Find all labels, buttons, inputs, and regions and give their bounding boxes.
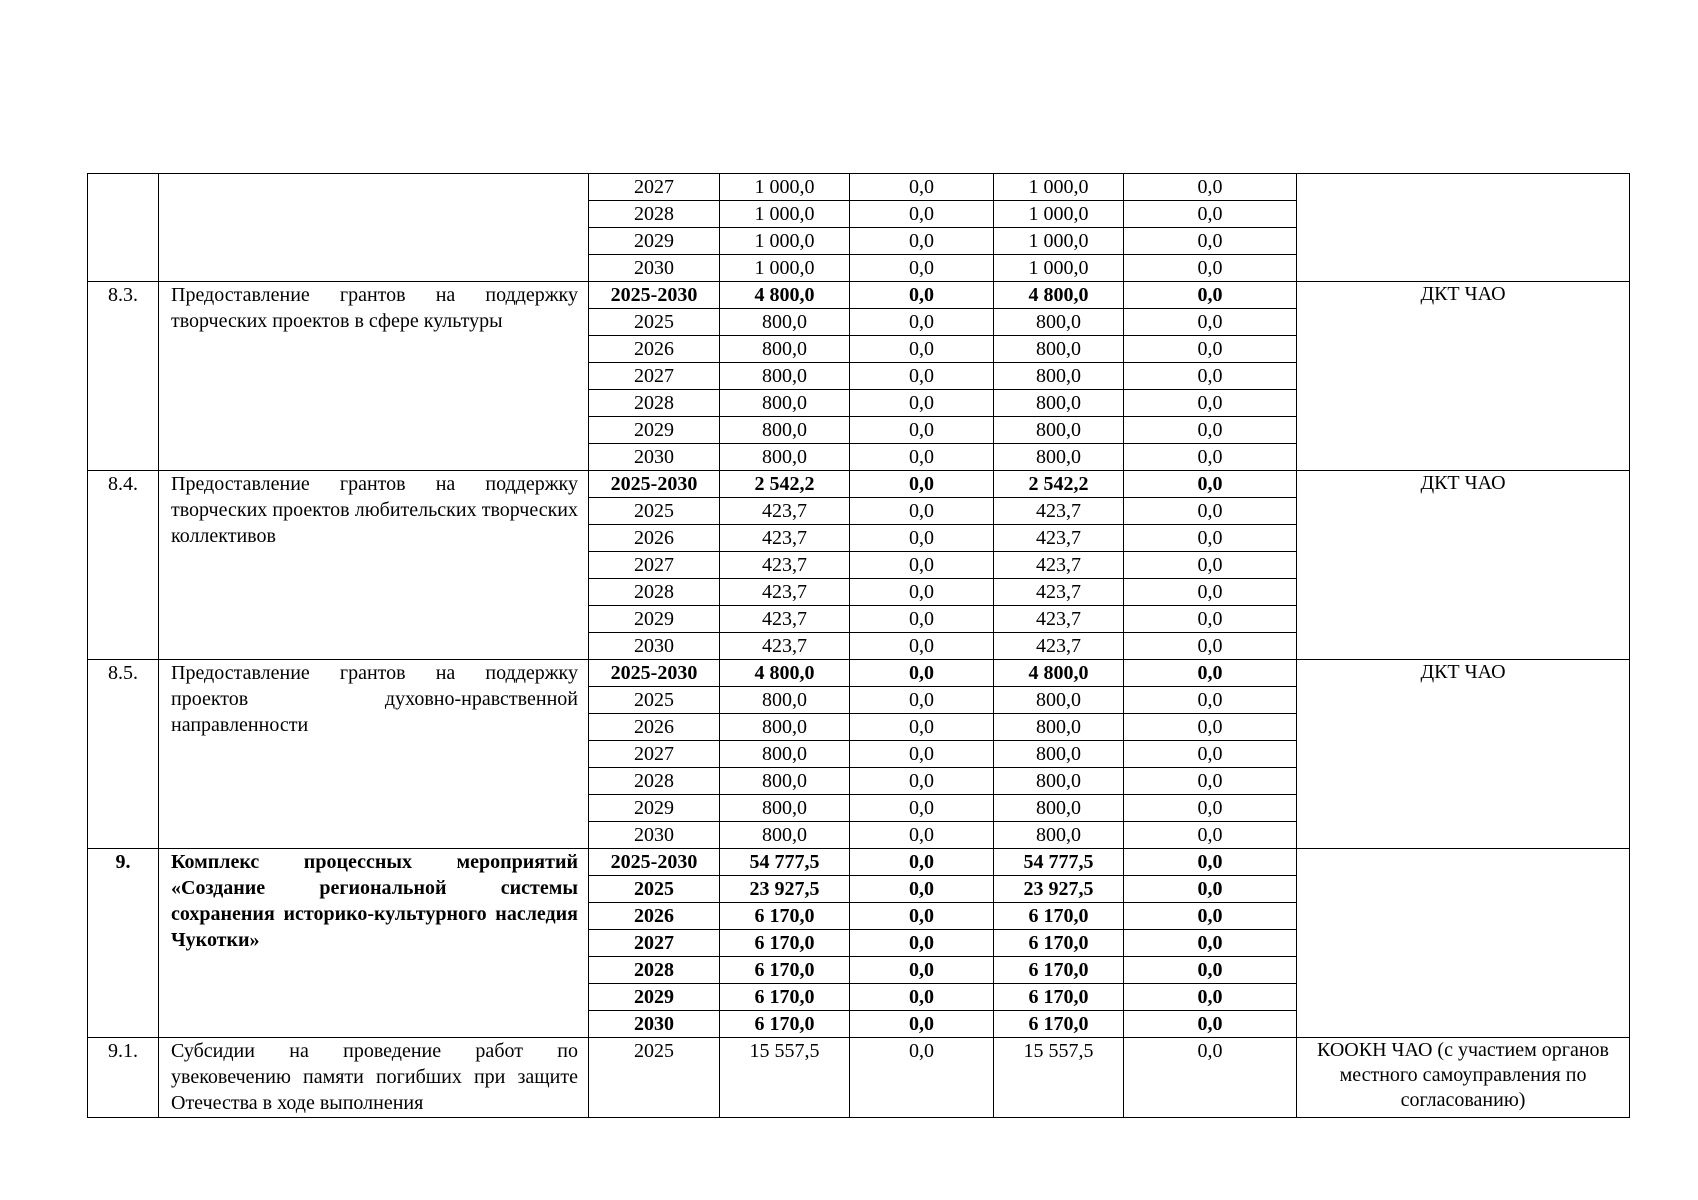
year-cell: 2026 — [589, 525, 720, 552]
amount-cell: 0,0 — [850, 660, 994, 687]
amount-cell: 800,0 — [720, 309, 850, 336]
item-number-cell: 9.1. — [88, 1038, 159, 1118]
amount-cell: 800,0 — [720, 390, 850, 417]
year-cell: 2029 — [589, 795, 720, 822]
amount-cell: 6 170,0 — [994, 1011, 1124, 1038]
amount-cell: 0,0 — [1124, 255, 1297, 282]
amount-cell: 0,0 — [850, 390, 994, 417]
amount-cell: 4 800,0 — [994, 282, 1124, 309]
amount-cell: 6 170,0 — [994, 984, 1124, 1011]
executor-cell: ДКТ ЧАО — [1297, 282, 1630, 471]
amount-cell: 800,0 — [994, 417, 1124, 444]
table-row — [88, 1038, 1630, 1118]
year-cell: 2030 — [589, 444, 720, 471]
amount-cell: 0,0 — [1124, 282, 1297, 309]
amount-cell: 0,0 — [1124, 525, 1297, 552]
amount-cell: 800,0 — [720, 768, 850, 795]
amount-cell: 800,0 — [720, 336, 850, 363]
table-row-total — [88, 471, 1630, 498]
year-cell: 2027 — [589, 930, 720, 957]
amount-cell: 6 170,0 — [720, 957, 850, 984]
amount-cell: 800,0 — [994, 741, 1124, 768]
amount-cell: 0,0 — [850, 903, 994, 930]
amount-cell: 0,0 — [1124, 552, 1297, 579]
amount-cell: 0,0 — [850, 552, 994, 579]
item-number-cell: 8.3. — [88, 282, 159, 471]
amount-cell: 0,0 — [1124, 498, 1297, 525]
item-description-cell: Комплекс процессных мероприятий «Создание региональной системы сохранения историко-культурного наследия Чукотки» — [159, 849, 589, 1038]
year-cell: 2025-2030 — [589, 471, 720, 498]
amount-cell: 0,0 — [1124, 471, 1297, 498]
year-cell: 2029 — [589, 984, 720, 1011]
year-cell: 2030 — [589, 1011, 720, 1038]
amount-cell: 0,0 — [850, 633, 994, 660]
amount-cell: 6 170,0 — [994, 957, 1124, 984]
amount-cell: 423,7 — [720, 606, 850, 633]
year-cell: 2027 — [589, 174, 720, 201]
amount-cell: 0,0 — [850, 174, 994, 201]
amount-cell: 0,0 — [1124, 768, 1297, 795]
item-description-cell — [159, 174, 589, 282]
item-description-cell: Предоставление грантов на поддержку проектов духовно-нравственной направленности — [159, 660, 589, 849]
amount-cell: 0,0 — [1124, 363, 1297, 390]
item-description-cell: Субсидии на проведение работ по увековечению памяти погибших при защите Отечества в ходе выполнения — [159, 1038, 589, 1118]
year-cell: 2027 — [589, 363, 720, 390]
amount-cell: 423,7 — [994, 606, 1124, 633]
year-cell: 2026 — [589, 336, 720, 363]
amount-cell: 0,0 — [850, 201, 994, 228]
amount-cell: 423,7 — [720, 552, 850, 579]
executor-cell — [1297, 849, 1630, 1038]
amount-cell: 423,7 — [720, 498, 850, 525]
amount-cell: 800,0 — [720, 714, 850, 741]
amount-cell: 0,0 — [850, 525, 994, 552]
amount-cell: 0,0 — [1124, 336, 1297, 363]
amount-cell: 800,0 — [994, 795, 1124, 822]
amount-cell: 423,7 — [994, 498, 1124, 525]
amount-cell: 0,0 — [850, 255, 994, 282]
amount-cell: 0,0 — [1124, 174, 1297, 201]
amount-cell: 0,0 — [1124, 444, 1297, 471]
year-cell: 2029 — [589, 228, 720, 255]
year-cell: 2028 — [589, 579, 720, 606]
year-cell: 2029 — [589, 417, 720, 444]
amount-cell: 0,0 — [850, 876, 994, 903]
amount-cell: 0,0 — [1124, 714, 1297, 741]
amount-cell: 15 557,5 — [994, 1038, 1124, 1118]
amount-cell: 0,0 — [850, 498, 994, 525]
amount-cell: 0,0 — [1124, 822, 1297, 849]
amount-cell: 0,0 — [850, 309, 994, 336]
amount-cell: 0,0 — [1124, 309, 1297, 336]
amount-cell: 1 000,0 — [720, 228, 850, 255]
document-page — [87, 173, 1629, 1118]
amount-cell: 800,0 — [720, 363, 850, 390]
year-cell: 2030 — [589, 255, 720, 282]
amount-cell: 6 170,0 — [720, 903, 850, 930]
year-cell: 2025 — [589, 498, 720, 525]
amount-cell: 0,0 — [850, 471, 994, 498]
amount-cell: 0,0 — [1124, 795, 1297, 822]
amount-cell: 0,0 — [850, 1038, 994, 1118]
amount-cell: 800,0 — [720, 822, 850, 849]
item-description-cell: Предоставление грантов на поддержку творческих проектов в сфере культуры — [159, 282, 589, 471]
amount-cell: 4 800,0 — [994, 660, 1124, 687]
amount-cell: 800,0 — [994, 390, 1124, 417]
year-cell: 2025 — [589, 876, 720, 903]
amount-cell: 0,0 — [1124, 660, 1297, 687]
amount-cell: 800,0 — [994, 687, 1124, 714]
amount-cell: 0,0 — [1124, 390, 1297, 417]
amount-cell: 800,0 — [720, 741, 850, 768]
amount-cell: 0,0 — [850, 768, 994, 795]
amount-cell: 1 000,0 — [720, 255, 850, 282]
amount-cell: 423,7 — [994, 525, 1124, 552]
amount-cell: 4 800,0 — [720, 660, 850, 687]
amount-cell: 0,0 — [1124, 228, 1297, 255]
amount-cell: 6 170,0 — [720, 984, 850, 1011]
amount-cell: 1 000,0 — [994, 255, 1124, 282]
item-number-cell — [88, 174, 159, 282]
year-cell: 2026 — [589, 903, 720, 930]
year-cell: 2025-2030 — [589, 660, 720, 687]
amount-cell: 0,0 — [1124, 957, 1297, 984]
amount-cell: 23 927,5 — [720, 876, 850, 903]
amount-cell: 0,0 — [1124, 633, 1297, 660]
amount-cell: 423,7 — [720, 525, 850, 552]
amount-cell: 2 542,2 — [720, 471, 850, 498]
item-number-cell: 8.5. — [88, 660, 159, 849]
amount-cell: 0,0 — [850, 687, 994, 714]
year-cell: 2025 — [589, 687, 720, 714]
amount-cell: 0,0 — [1124, 1011, 1297, 1038]
amount-cell: 0,0 — [850, 849, 994, 876]
amount-cell: 1 000,0 — [994, 228, 1124, 255]
budget-table — [87, 173, 1630, 1118]
amount-cell: 1 000,0 — [720, 174, 850, 201]
amount-cell: 0,0 — [850, 282, 994, 309]
amount-cell: 0,0 — [850, 984, 994, 1011]
executor-cell: ДКТ ЧАО — [1297, 471, 1630, 660]
amount-cell: 0,0 — [850, 417, 994, 444]
amount-cell: 54 777,5 — [720, 849, 850, 876]
amount-cell: 800,0 — [720, 444, 850, 471]
year-cell: 2028 — [589, 768, 720, 795]
amount-cell: 15 557,5 — [720, 1038, 850, 1118]
amount-cell: 6 170,0 — [720, 1011, 850, 1038]
year-cell: 2028 — [589, 390, 720, 417]
amount-cell: 423,7 — [994, 579, 1124, 606]
amount-cell: 0,0 — [850, 336, 994, 363]
amount-cell: 2 542,2 — [994, 471, 1124, 498]
amount-cell: 0,0 — [850, 714, 994, 741]
year-cell: 2028 — [589, 957, 720, 984]
amount-cell: 0,0 — [1124, 1038, 1297, 1118]
amount-cell: 6 170,0 — [720, 930, 850, 957]
amount-cell: 800,0 — [720, 687, 850, 714]
amount-cell: 800,0 — [994, 714, 1124, 741]
amount-cell: 0,0 — [850, 957, 994, 984]
table-row-total — [88, 660, 1630, 687]
amount-cell: 0,0 — [1124, 984, 1297, 1011]
amount-cell: 0,0 — [1124, 687, 1297, 714]
year-cell: 2027 — [589, 552, 720, 579]
year-cell: 2029 — [589, 606, 720, 633]
amount-cell: 0,0 — [1124, 417, 1297, 444]
amount-cell: 23 927,5 — [994, 876, 1124, 903]
amount-cell: 800,0 — [994, 336, 1124, 363]
executor-cell: КООКН ЧАО (с участием органов местного самоуправления по согласованию) — [1297, 1038, 1630, 1118]
amount-cell: 800,0 — [720, 417, 850, 444]
amount-cell: 0,0 — [1124, 201, 1297, 228]
year-cell: 2027 — [589, 741, 720, 768]
amount-cell: 0,0 — [1124, 903, 1297, 930]
amount-cell: 423,7 — [994, 552, 1124, 579]
amount-cell: 423,7 — [994, 633, 1124, 660]
year-cell: 2026 — [589, 714, 720, 741]
year-cell: 2030 — [589, 633, 720, 660]
amount-cell: 1 000,0 — [994, 174, 1124, 201]
amount-cell: 0,0 — [850, 1011, 994, 1038]
year-cell: 2030 — [589, 822, 720, 849]
amount-cell: 0,0 — [1124, 876, 1297, 903]
amount-cell: 800,0 — [994, 768, 1124, 795]
amount-cell: 800,0 — [994, 363, 1124, 390]
executor-cell — [1297, 174, 1630, 282]
amount-cell: 423,7 — [720, 633, 850, 660]
table-row-total — [88, 849, 1630, 876]
year-cell: 2025-2030 — [589, 849, 720, 876]
year-cell: 2025 — [589, 1038, 720, 1118]
amount-cell: 0,0 — [1124, 579, 1297, 606]
year-cell: 2025-2030 — [589, 282, 720, 309]
amount-cell: 0,0 — [850, 930, 994, 957]
amount-cell: 1 000,0 — [994, 201, 1124, 228]
amount-cell: 0,0 — [850, 741, 994, 768]
amount-cell: 800,0 — [994, 309, 1124, 336]
item-description-cell: Предоставление грантов на поддержку творческих проектов любительских творческих коллективов — [159, 471, 589, 660]
amount-cell: 0,0 — [1124, 741, 1297, 768]
amount-cell: 0,0 — [1124, 849, 1297, 876]
amount-cell: 4 800,0 — [720, 282, 850, 309]
amount-cell: 6 170,0 — [994, 903, 1124, 930]
executor-cell: ДКТ ЧАО — [1297, 660, 1630, 849]
amount-cell: 0,0 — [850, 579, 994, 606]
amount-cell: 0,0 — [850, 795, 994, 822]
amount-cell: 0,0 — [1124, 930, 1297, 957]
amount-cell: 6 170,0 — [994, 930, 1124, 957]
amount-cell: 0,0 — [850, 606, 994, 633]
table-body — [88, 174, 1630, 1118]
amount-cell: 54 777,5 — [994, 849, 1124, 876]
amount-cell: 800,0 — [994, 444, 1124, 471]
year-cell: 2028 — [589, 201, 720, 228]
amount-cell: 0,0 — [850, 363, 994, 390]
amount-cell: 800,0 — [720, 795, 850, 822]
amount-cell: 0,0 — [850, 228, 994, 255]
table-row — [88, 174, 1630, 201]
year-cell: 2025 — [589, 309, 720, 336]
amount-cell: 423,7 — [720, 579, 850, 606]
amount-cell: 1 000,0 — [720, 201, 850, 228]
amount-cell: 800,0 — [994, 822, 1124, 849]
item-number-cell: 8.4. — [88, 471, 159, 660]
amount-cell: 0,0 — [1124, 606, 1297, 633]
table-row-total — [88, 282, 1630, 309]
amount-cell: 0,0 — [850, 822, 994, 849]
amount-cell: 0,0 — [850, 444, 994, 471]
item-number-cell: 9. — [88, 849, 159, 1038]
